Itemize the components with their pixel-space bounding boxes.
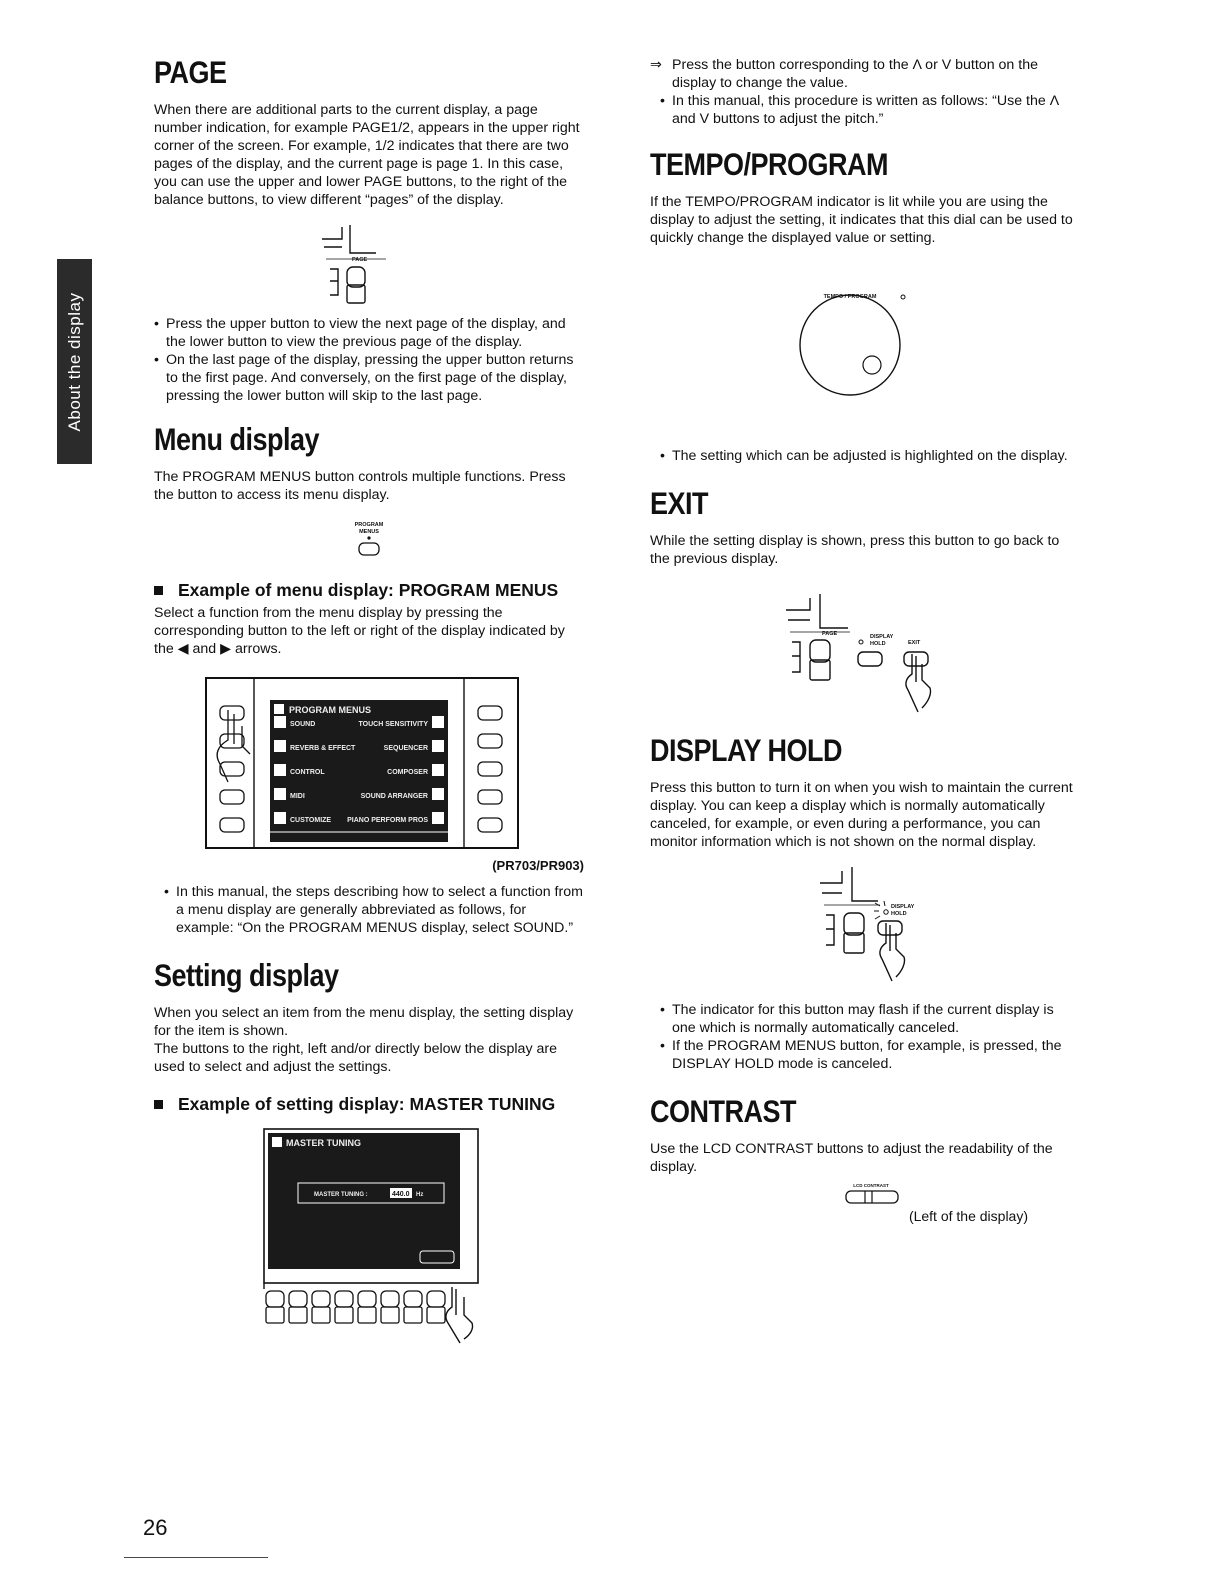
- tempo-dial-label: TEMPO / PROGRAM: [823, 294, 877, 300]
- menu-item-icon: [274, 788, 286, 800]
- page-down-button[interactable]: [347, 285, 365, 303]
- menu-item-icon: [432, 764, 444, 776]
- tempo-dial-figure: [650, 247, 1078, 447]
- hold-label: HOLD: [891, 911, 907, 917]
- page-buttons-figure: [154, 213, 584, 313]
- bottom-select-button[interactable]: [266, 1291, 284, 1307]
- menu-item-right: PIANO PERFORM PROS: [347, 817, 428, 824]
- page-down-button[interactable]: [810, 660, 830, 680]
- menu-item-icon: [274, 812, 286, 824]
- menu-item-right: TOUCH SENSITIVITY: [358, 721, 428, 728]
- menu-item-icon: [274, 716, 286, 728]
- hold-section: [650, 733, 1078, 1073]
- side-tab-label: About the display: [64, 292, 84, 431]
- bottom-select-button[interactable]: [289, 1307, 307, 1323]
- arrow-icon: ⇒: [650, 57, 662, 73]
- page-down-button[interactable]: [844, 933, 864, 953]
- dial-knob-icon: [863, 356, 881, 374]
- contrast-caption: (Left of the display): [908, 1208, 1028, 1224]
- bottom-select-button[interactable]: [266, 1307, 284, 1323]
- bottom-select-button[interactable]: [358, 1307, 376, 1323]
- menu-item-icon: [432, 716, 444, 728]
- menu-item-left: REVERB & EFFECT: [290, 745, 356, 752]
- setting-lcd-screen: [268, 1133, 460, 1269]
- setting-heading: Setting display: [154, 958, 339, 993]
- bottom-select-button[interactable]: [381, 1291, 399, 1307]
- program-menus-button[interactable]: [359, 543, 379, 555]
- right-select-button[interactable]: [478, 790, 502, 804]
- master-tuning-label: MASTER TUNING :: [314, 1192, 368, 1198]
- hand-icon: [880, 923, 905, 981]
- contrast-body: Use the LCD CONTRAST buttons to adjust the readability of the display.: [650, 1141, 1053, 1175]
- lcd-contrast-label: LCD CONTRAST: [853, 1183, 889, 1188]
- bottom-select-button[interactable]: [335, 1291, 353, 1307]
- master-tuning-value: 440.0: [392, 1191, 410, 1198]
- menus-label: MENUS: [359, 529, 379, 535]
- page-up-button[interactable]: [347, 267, 365, 287]
- setting-body-1: When you select an item from the menu display, the setting display for the item is shown.: [154, 1005, 574, 1039]
- list-item: • If the PROGRAM MENUS button, for example, is pressed, the DISPLAY HOLD mode is canceled.: [650, 1037, 1078, 1073]
- menu-item-left: CONTROL: [290, 769, 325, 776]
- page-bullets: [154, 315, 584, 405]
- list-item: • The indicator for this button may flash if the current display is one which is normally automatically canceled.: [650, 1001, 1078, 1037]
- tempo-bullets: [650, 447, 1078, 465]
- left-select-button[interactable]: [220, 790, 244, 804]
- menu-item-icon: [432, 812, 444, 824]
- menu-caption: (PR703/PR903): [492, 858, 584, 873]
- hand-icon: [906, 654, 931, 712]
- right-intro: [650, 56, 1078, 128]
- menu-item-right: SEQUENCER: [383, 745, 428, 752]
- setting-display-figure: [154, 1121, 584, 1361]
- bottom-select-button[interactable]: [404, 1307, 422, 1323]
- indicator-led: [367, 536, 370, 539]
- exit-section: [650, 486, 1078, 718]
- right-select-button[interactable]: [478, 706, 502, 720]
- left-select-button[interactable]: [220, 762, 244, 776]
- menu-item-right: COMPOSER: [387, 769, 428, 776]
- page-label: PAGE: [352, 257, 368, 263]
- menu-body: The PROGRAM MENUS button controls multiple functions. Press the button to access its menu display.: [154, 469, 566, 503]
- side-tab: [57, 259, 92, 464]
- bottom-select-button[interactable]: [335, 1307, 353, 1323]
- left-column: [154, 56, 584, 1361]
- right-column: [650, 56, 1078, 1224]
- tempo-indicator-led: [901, 295, 905, 299]
- bottom-select-button[interactable]: [427, 1307, 445, 1323]
- display-label: DISPLAY: [891, 904, 915, 910]
- menu-item-icon: [274, 764, 286, 776]
- left-select-button[interactable]: [220, 818, 244, 832]
- tempo-body: If the TEMPO/PROGRAM indicator is lit while you are using the display to adjust the setting, it indicates that this dial can be used to quickly change the displayed value or setting.: [650, 194, 1073, 246]
- menu-item-icon: [432, 740, 444, 752]
- menu-item-right: SOUND ARRANGER: [360, 793, 428, 800]
- master-tuning-unit: Hz: [416, 1192, 424, 1198]
- page-up-button[interactable]: [810, 640, 830, 662]
- bottom-select-button[interactable]: [289, 1291, 307, 1307]
- page-section: [154, 55, 584, 405]
- page-heading: PAGE: [154, 55, 227, 90]
- setting-body-2: The buttons to the right, left and/or directly below the display are used to select and adjust the settings.: [154, 1041, 557, 1075]
- page-label: PAGE: [822, 631, 838, 637]
- setting-screen-title: MASTER TUNING: [286, 1138, 361, 1148]
- menu-bullets: [154, 883, 584, 937]
- hold-body: Press this button to turn it on when you wish to maintain the current display. You can keep a display which is normally automatically canceled, for example, or even during a performance, you can monitor information which is not shown on the normal display.: [650, 780, 1073, 850]
- page-body: When there are additional parts to the current display, a page number indication, for example PAGE1/2, appears in the upper right corner of the screen. For example, 1/2 indicates that there are two pages of the display, and the current page is page 1. In this case, you can use the upper and lower PAGE buttons, to the right of the balance buttons, to view different “pages” of the display.: [154, 102, 580, 208]
- hold-bullets: [650, 1001, 1078, 1073]
- bottom-select-button[interactable]: [312, 1291, 330, 1307]
- bottom-select-button[interactable]: [381, 1307, 399, 1323]
- menu-heading: Menu display: [154, 422, 320, 457]
- flashing-indicator-icon: [874, 901, 885, 919]
- menu-display-figure: [154, 670, 584, 856]
- list-item: • In this manual, this procedure is written as follows: “Use the Λ and V buttons to adjust the pitch.”: [650, 92, 1078, 128]
- bottom-select-button[interactable]: [427, 1291, 445, 1307]
- right-select-button[interactable]: [478, 762, 502, 776]
- display-hold-figure: [650, 851, 1078, 1001]
- hold-heading: DISPLAY HOLD: [650, 733, 843, 768]
- hold-label: HOLD: [870, 641, 886, 647]
- menu-item-icon: [274, 740, 286, 752]
- hand-icon: [446, 1287, 473, 1343]
- footer-rule: [124, 1557, 268, 1558]
- setting-section: [154, 958, 584, 1361]
- display-hold-button[interactable]: [858, 652, 882, 666]
- menu-item-left: MIDI: [290, 793, 305, 800]
- intro-line: [650, 56, 1078, 92]
- contrast-section: [650, 1094, 1078, 1224]
- menu-sub-body: Select a function from the menu display by pressing the corresponding button to the left or right of the display indicated by the ◀ and ▶ arrows.: [154, 605, 565, 657]
- list-item: • The setting which can be adjusted is highlighted on the display.: [650, 447, 1078, 465]
- exit-label: EXIT: [908, 640, 921, 646]
- list-item: • On the last page of the display, pressing the upper button returns to the first page. And conversely, on the first page of the display, pressing the lower button will skip to the last page.: [154, 351, 584, 405]
- right-select-button[interactable]: [478, 734, 502, 748]
- bottom-select-button[interactable]: [404, 1291, 422, 1307]
- setting-subheading: Example of setting display: MASTER TUNING: [154, 1094, 584, 1115]
- page-up-button[interactable]: [844, 913, 864, 935]
- menu-item-icon: [432, 788, 444, 800]
- lcd-contrast-figure: [650, 1176, 1078, 1212]
- tempo-section: [650, 147, 1078, 465]
- display-label: DISPLAY: [870, 634, 894, 640]
- program-label: PROGRAM: [354, 522, 384, 528]
- exit-heading: EXIT: [650, 486, 709, 521]
- exit-button-figure: [650, 568, 1078, 718]
- tempo-heading: TEMPO/PROGRAM: [650, 147, 889, 182]
- list-item: • Press the upper button to view the next page of the display, and the lower button to view the previous page of the display.: [154, 315, 584, 351]
- bottom-select-button[interactable]: [312, 1307, 330, 1323]
- menu-item-left: SOUND: [290, 721, 316, 728]
- page-number: 26: [143, 1515, 168, 1540]
- right-select-button[interactable]: [478, 818, 502, 832]
- menu-subheading: Example of menu display: PROGRAM MENUS: [154, 580, 584, 601]
- menu-screen-title: PROGRAM MENUS: [289, 705, 372, 715]
- intro-bullets: [650, 92, 1078, 128]
- program-menus-button-figure: [154, 504, 584, 570]
- list-item: • In this manual, the steps describing how to select a function from a menu display are generally abbreviated as follows, for example: “On the PROGRAM MENUS display, select SOUND.”: [154, 883, 584, 937]
- hand-icon: [217, 710, 250, 782]
- menu-section: [154, 422, 584, 937]
- exit-body: While the setting display is shown, press this button to go back to the previous display.: [650, 533, 1060, 567]
- menu-item-left: CUSTOMIZE: [290, 817, 332, 824]
- left-select-button[interactable]: [220, 706, 244, 720]
- bottom-select-button[interactable]: [358, 1291, 376, 1307]
- contrast-heading: CONTRAST: [650, 1094, 796, 1129]
- intro-text: Press the button corresponding to the Λ or V button on the display to change the value.: [672, 57, 1038, 91]
- left-select-button[interactable]: [220, 734, 244, 748]
- tempo-dial[interactable]: [800, 295, 900, 395]
